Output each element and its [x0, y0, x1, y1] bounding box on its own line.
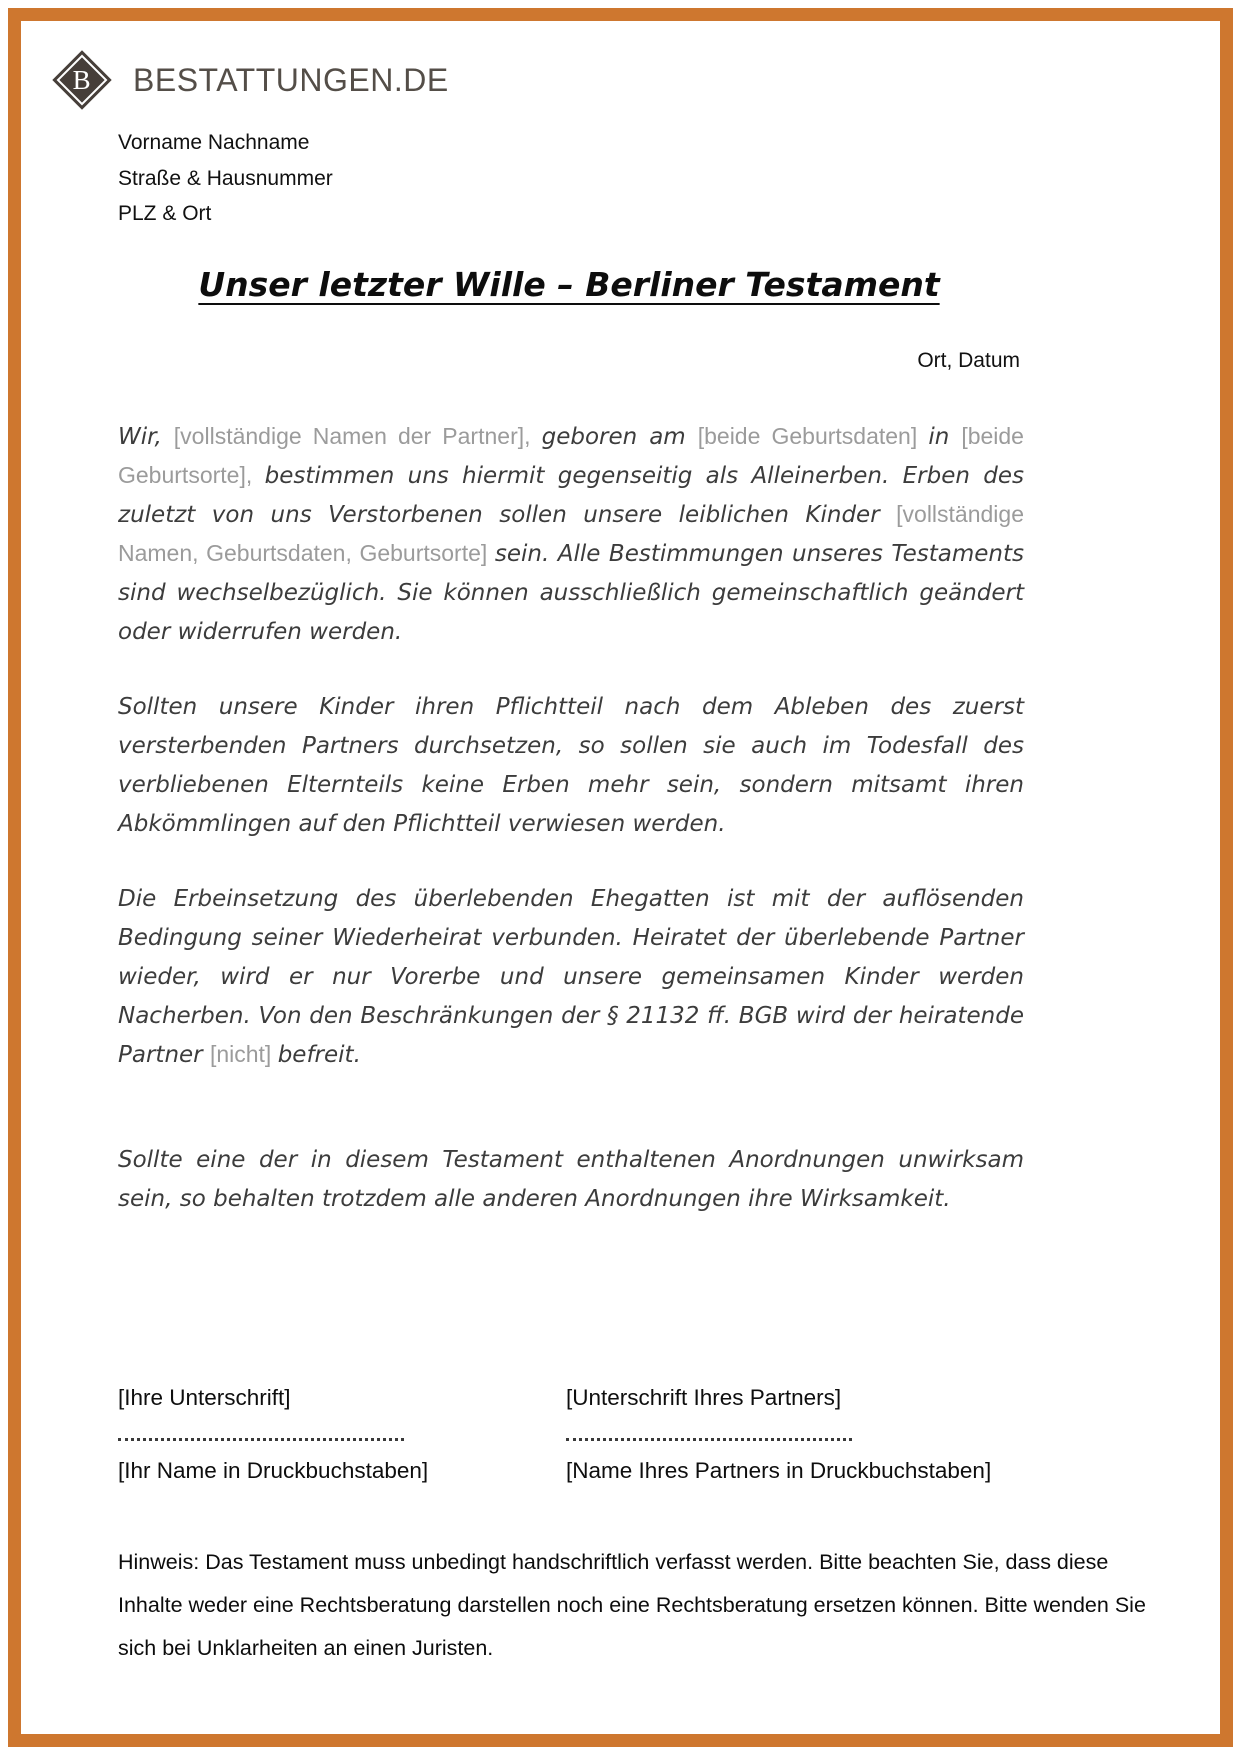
signature-left-column — [118, 1385, 566, 1484]
brand-logo — [51, 49, 449, 111]
partner-printed-name-label: [Name Ihres Partners in Druckbuchstaben] — [566, 1458, 992, 1483]
text-segment-hand: Die Erbeinsetzung des überlebenden Ehegatten ist mit der auflösenden Bedingung seiner Wiederheirat verbunden. Heiratet der überlebende Partner wieder, wird er nur Vorerbe und unsere gemeinsamen Kinder werden Nacherben. Von den Beschränkungen der § 21132 ff. BGB wird der heiratende Partner — [118, 886, 1024, 1068]
text-segment-hand: geboren am — [541, 424, 698, 450]
partner-signature-label: [Unterschrift Ihres Partners] — [566, 1385, 842, 1410]
brand-name: BESTATTUNGEN.DE — [133, 61, 449, 98]
testament-body — [118, 417, 1024, 1254]
legal-note: Hinweis: Das Testament muss unbedingt handschriftlich verfasst werden. Bitte beachten Sie, dass diese Inhalte weder eine Rechtsberatung darstellen noch eine Rechtsberatung ersetzen können. Bitte wenden Sie sich bei Unklarheiten an einen Juristen. — [118, 1550, 1146, 1660]
paragraph-salvatorisch — [118, 1140, 1024, 1218]
sender-address-block — [118, 125, 333, 232]
diamond-logo-icon — [52, 50, 111, 109]
signature-right-column — [566, 1385, 1158, 1484]
paragraph-heirs — [118, 417, 1024, 651]
document-title: Unser letzter Wille – Berliner Testament — [198, 265, 940, 304]
text-segment-hand: Sollten unsere Kinder ihren Pflichtteil nach dem Ableben des zuerst versterbenden Partners durchsetzen, so sollen sie auch im Todesfall des verbliebenen Elternteils keine Erben mehr sein, sondern mitsamt ihren Abkömmlingen auf den Pflichtteil verwiesen werden. — [118, 694, 1024, 837]
paragraph-wiederheirat — [118, 879, 1024, 1074]
text-segment-hand: Sollte eine der in diesem Testament enthaltenen Anordnungen unwirksam sein, so behalten trotzdem alle anderen Anordnungen ihre Wirksamkeit. — [118, 1147, 1024, 1212]
signature-dotted-line — [566, 1438, 852, 1441]
sender-name: Vorname Nachname — [118, 131, 310, 154]
signature-section — [118, 1385, 1158, 1484]
text-segment-placeholder: [beide Geburtsorte], — [118, 423, 1024, 488]
sender-city: PLZ & Ort — [118, 202, 212, 225]
text-segment-placeholder: [vollständige Namen, Geburtsdaten, Geburtsorte] — [118, 501, 1024, 566]
logo-letter: B — [72, 64, 92, 95]
text-segment-placeholder: [beide Geburtsdaten] — [697, 423, 929, 449]
page-border-frame — [8, 8, 1233, 1747]
text-segment-hand: sein. Alle Bestimmungen unseres Testaments sind wechselbezüglich. Sie können ausschließlich gemeinschaftlich geändert oder widerrufen werden. — [118, 541, 1024, 645]
text-segment-hand: in — [928, 424, 962, 450]
your-signature-label: [Ihre Unterschrift] — [118, 1385, 291, 1410]
text-segment-placeholder: [nicht] — [209, 1041, 278, 1067]
text-segment-placeholder: [vollständige Namen der Partner], — [173, 423, 542, 449]
text-segment-hand: Wir, — [118, 424, 174, 450]
text-segment-hand: bestimmen uns hiermit gegenseitig als Alleinerben. Erben des zuletzt von uns Verstorbenen sollen unsere leiblichen Kinder — [118, 463, 1024, 528]
sender-street: Straße & Hausnummer — [118, 166, 333, 190]
your-printed-name-label: [Ihr Name in Druckbuchstaben] — [118, 1458, 429, 1483]
paragraph-pflichtteil — [118, 687, 1024, 843]
text-segment-hand: befreit. — [277, 1042, 361, 1068]
place-date-line: Ort, Datum — [917, 349, 1020, 372]
signature-dotted-line — [118, 1438, 404, 1441]
